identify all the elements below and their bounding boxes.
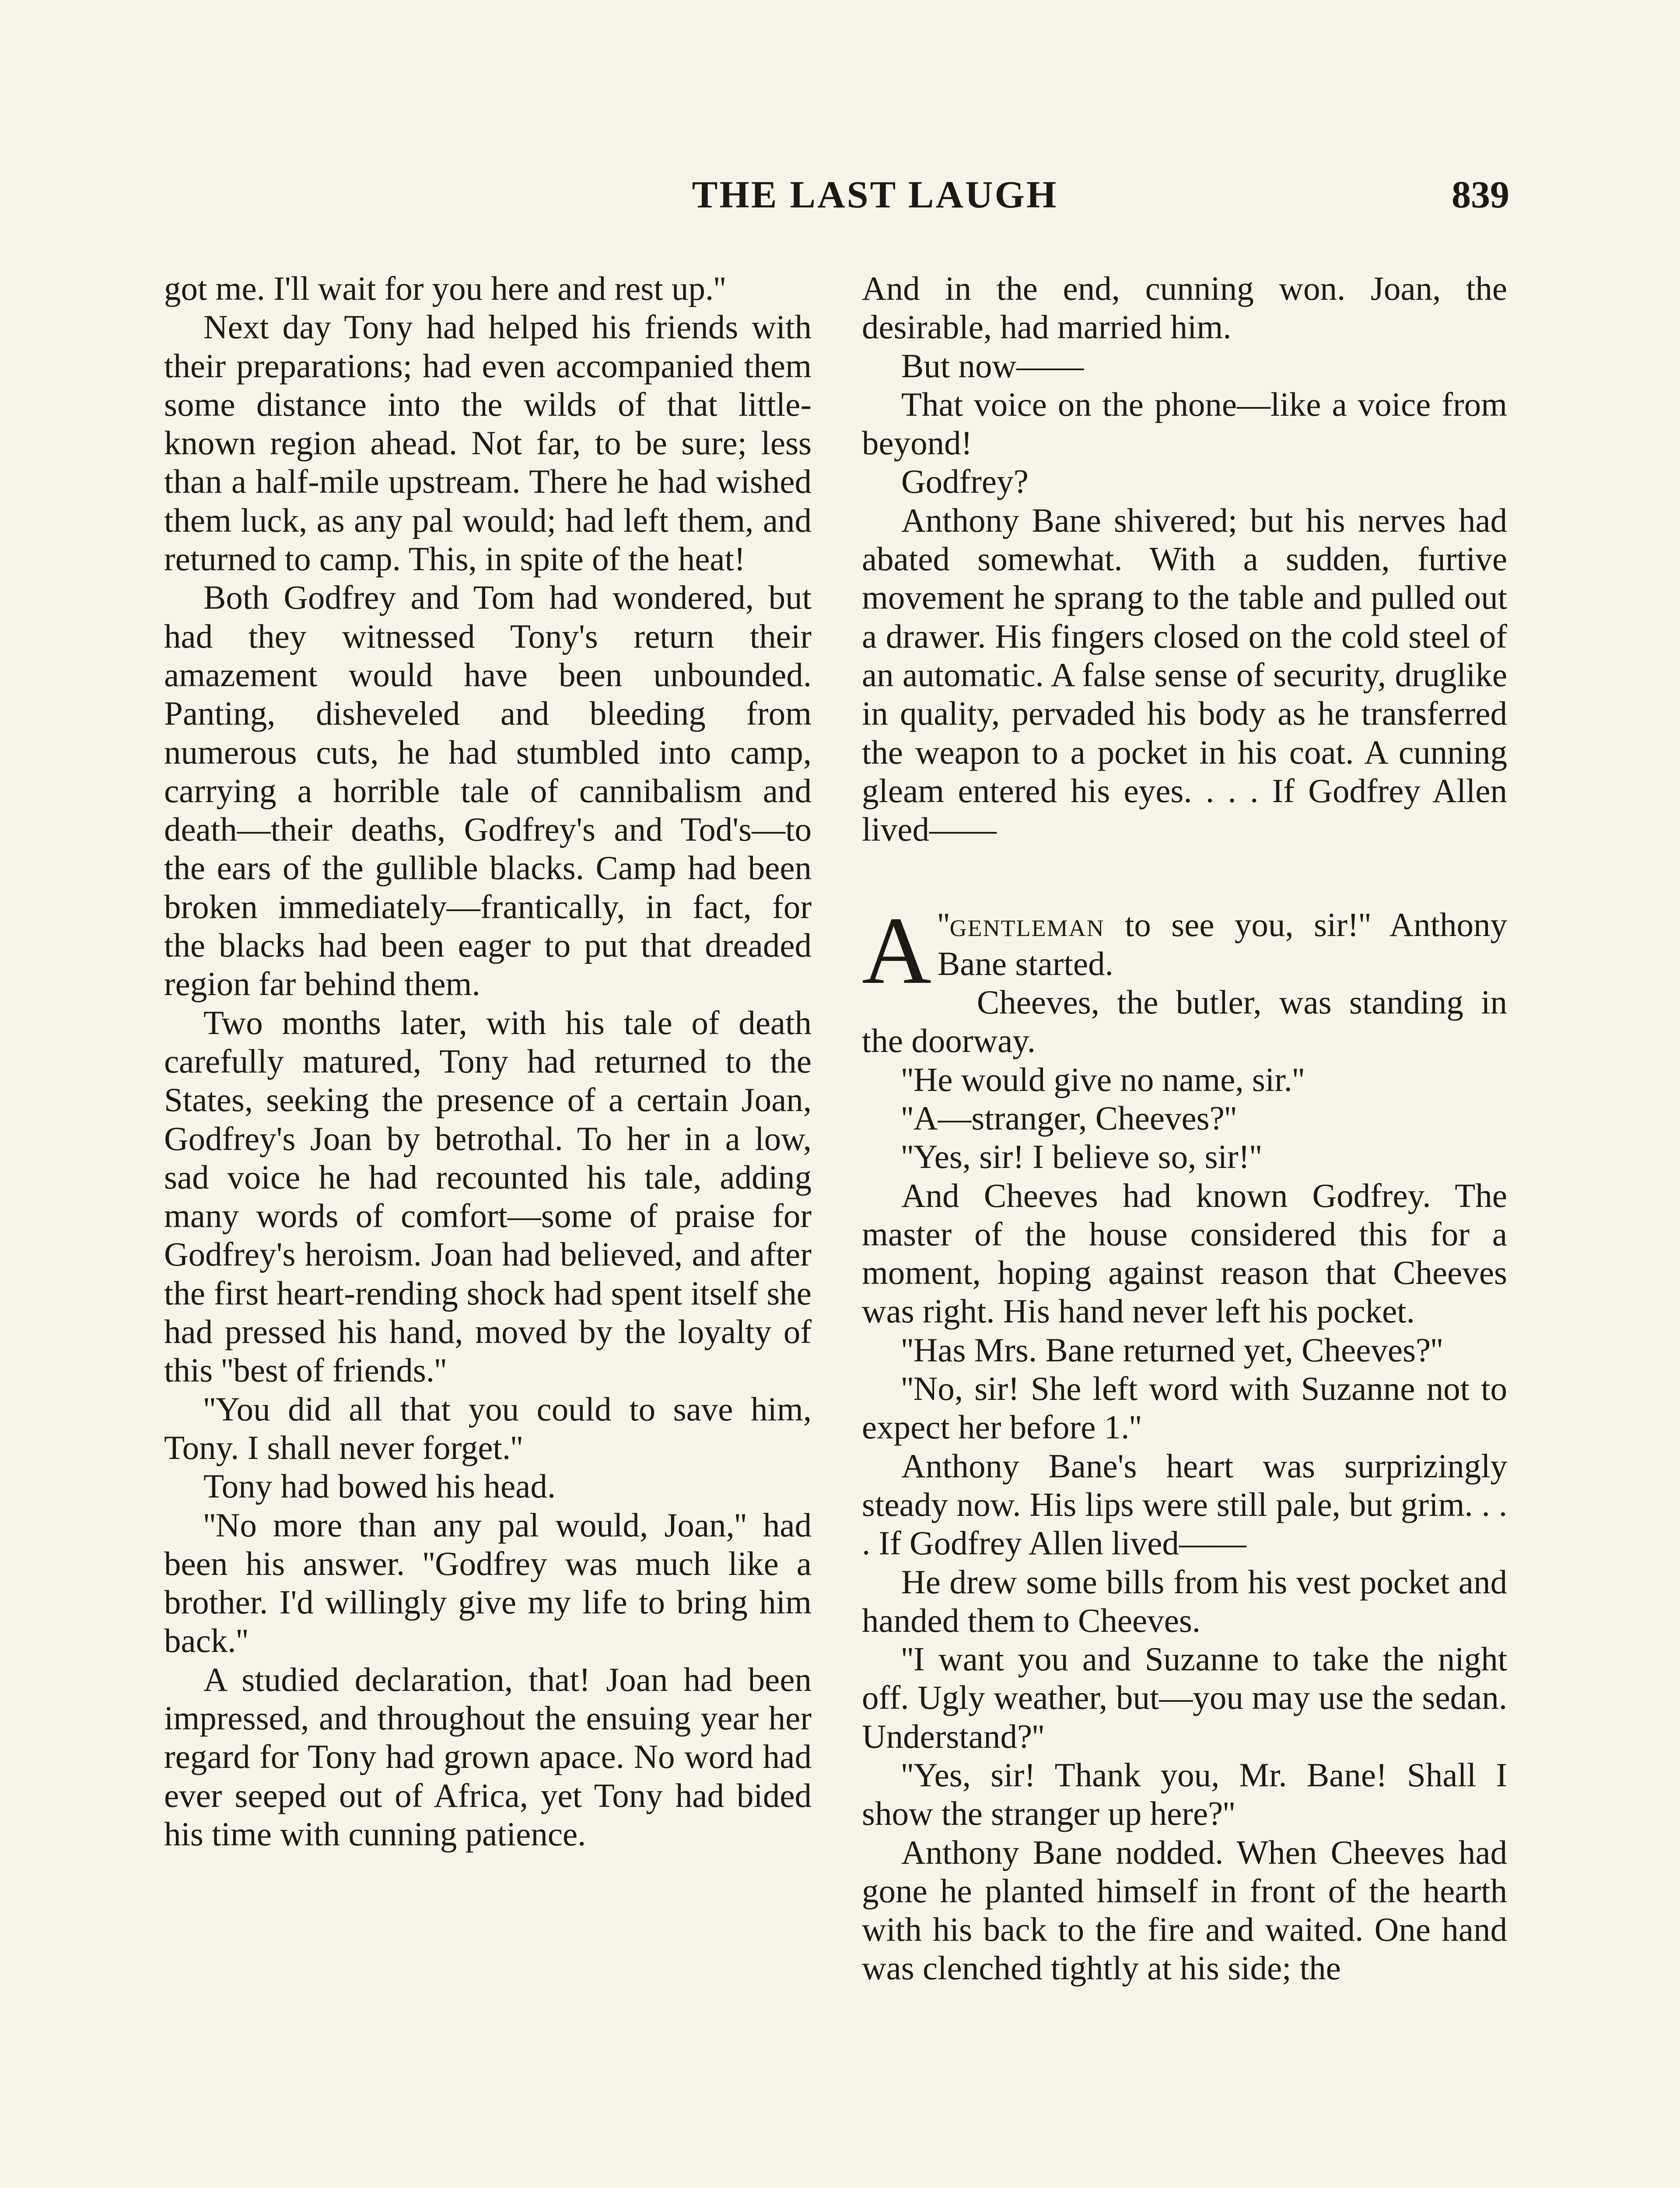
paragraph: And in the end, cunning won. Joan, the desirable, had married him. xyxy=(862,270,1507,346)
right-column xyxy=(862,269,1507,1988)
opening-quote-mark: '' xyxy=(937,906,950,944)
paragraph: Tony had bowed his head. xyxy=(203,1467,556,1505)
paragraph: ''Yes, sir! I believe so, sir!'' xyxy=(901,1138,1262,1176)
left-column xyxy=(164,269,812,1853)
paragraph: Cheeves, the butler, was standing in the doorway. xyxy=(862,983,1507,1060)
paragraph: Godfrey? xyxy=(901,463,1029,501)
paragraph: ''You did all that you could to save him, Tony. I shall never forget.'' xyxy=(164,1390,812,1466)
paragraph: Two months later, with his tale of death carefully matured, Tony had returned to the States, seeking the presence of a certain Joan, Godfrey's Joan by betrothal. To her in a low, sad voice he had recounted his tale, adding many words of comfort—some of praise for Godfrey's heroism. Joan had believed, and after the first heart-rending shock had spent itself she had pressed his hand, moved by the loyalty of this ''best of friends.'' xyxy=(164,1003,812,1389)
paragraph: ''Has Mrs. Bane returned yet, Cheeves?'' xyxy=(901,1331,1443,1369)
running-head-title: THE LAST LAUGH xyxy=(692,174,1058,216)
paragraph: He drew some bills from his vest pocket and handed them to Cheeves. xyxy=(862,1563,1507,1639)
page-number: 839 xyxy=(1452,174,1509,216)
paragraph: And Cheeves had known Godfrey. The master of the house considered this for a moment, hoping against reason that Cheeves was right. His hand never left his pocket. xyxy=(862,1176,1507,1330)
drop-cap: A xyxy=(862,897,931,1004)
paragraph: Next day Tony had helped his friends with their preparations; had even accompanied them some distance into the wilds of that little-known region ahead. Not far, to be sure; less than a half-mile upstream. There he had wished them luck, as any pal would; had left them, and returned to camp. This, in spite of the heat! xyxy=(164,308,812,578)
paragraph: ''I want you and Suzanne to take the night off. Ugly weather, but—you may use the sedan. Understand?'' xyxy=(862,1640,1507,1755)
paragraph: Both Godfrey and Tom had wondered, but had they witnessed Tony's return their amazement would have been unbounded. Panting, disheveled and bleeding from numerous cuts, he had stumbled into camp, carrying a horrible tale of cannibalism and death—their deaths, Godfrey's and Tod's—to the ears of the gullible blacks. Camp had been broken immediately—frantically, in fact, for the blacks had been eager to put that dreaded region far behind them. xyxy=(164,579,812,1003)
paragraph: But now—— xyxy=(901,347,1084,385)
paragraph: ''No more than any pal would, Joan,'' had been his answer. ''Godfrey was much like a brother. I'd willingly give my life to bring him back.'' xyxy=(164,1506,812,1660)
paragraph: Anthony Bane nodded. When Cheeves had gone he planted himself in front of the hearth with his back to the fire and waited. One hand was clenched tightly at his side; the xyxy=(862,1833,1507,1987)
section-break xyxy=(862,849,1507,905)
section-opening-paragraph xyxy=(862,897,1507,1004)
paragraph: got me. I'll wait for you here and rest up.'' xyxy=(164,270,726,307)
paragraph: ''A—stranger, Cheeves?'' xyxy=(901,1099,1237,1137)
paragraph: That voice on the phone—like a voice from beyond! xyxy=(862,385,1507,462)
small-caps-lead: gentleman xyxy=(949,906,1105,944)
paragraph: Anthony Bane shivered; but his nerves had abated somewhat. With a sudden, furtive movement he sprang to the table and pulled out a drawer. His fingers closed on the cold steel of an automatic. A false sense of security, druglike in quality, pervaded his body as he transferred the weapon to a pocket in his coat. A cunning gleam entered his eyes. . . . If Godfrey Allen lived—— xyxy=(862,501,1507,849)
paragraph: A studied declaration, that! Joan had been impressed, and throughout the ensuing year her regard for Tony had grown apace. No word had ever seeped out of Africa, yet Tony had bided his time with cunning patience. xyxy=(164,1660,812,1853)
paragraph: ''He would give no name, sir.'' xyxy=(901,1060,1305,1098)
paragraph: Anthony Bane's heart was surprizingly steady now. His lips were still pale, but grim. . . . If Godfrey Allen lived—— xyxy=(862,1447,1507,1562)
paragraph: ''Yes, sir! Thank you, Mr. Bane! Shall I show the stranger up here?'' xyxy=(862,1756,1507,1833)
paragraph: ''No, sir! She left word with Suzanne not to expect her before 1.'' xyxy=(862,1370,1507,1446)
opening-sentence: to see you, sir!'' Anthony Bane started. xyxy=(937,906,1507,982)
